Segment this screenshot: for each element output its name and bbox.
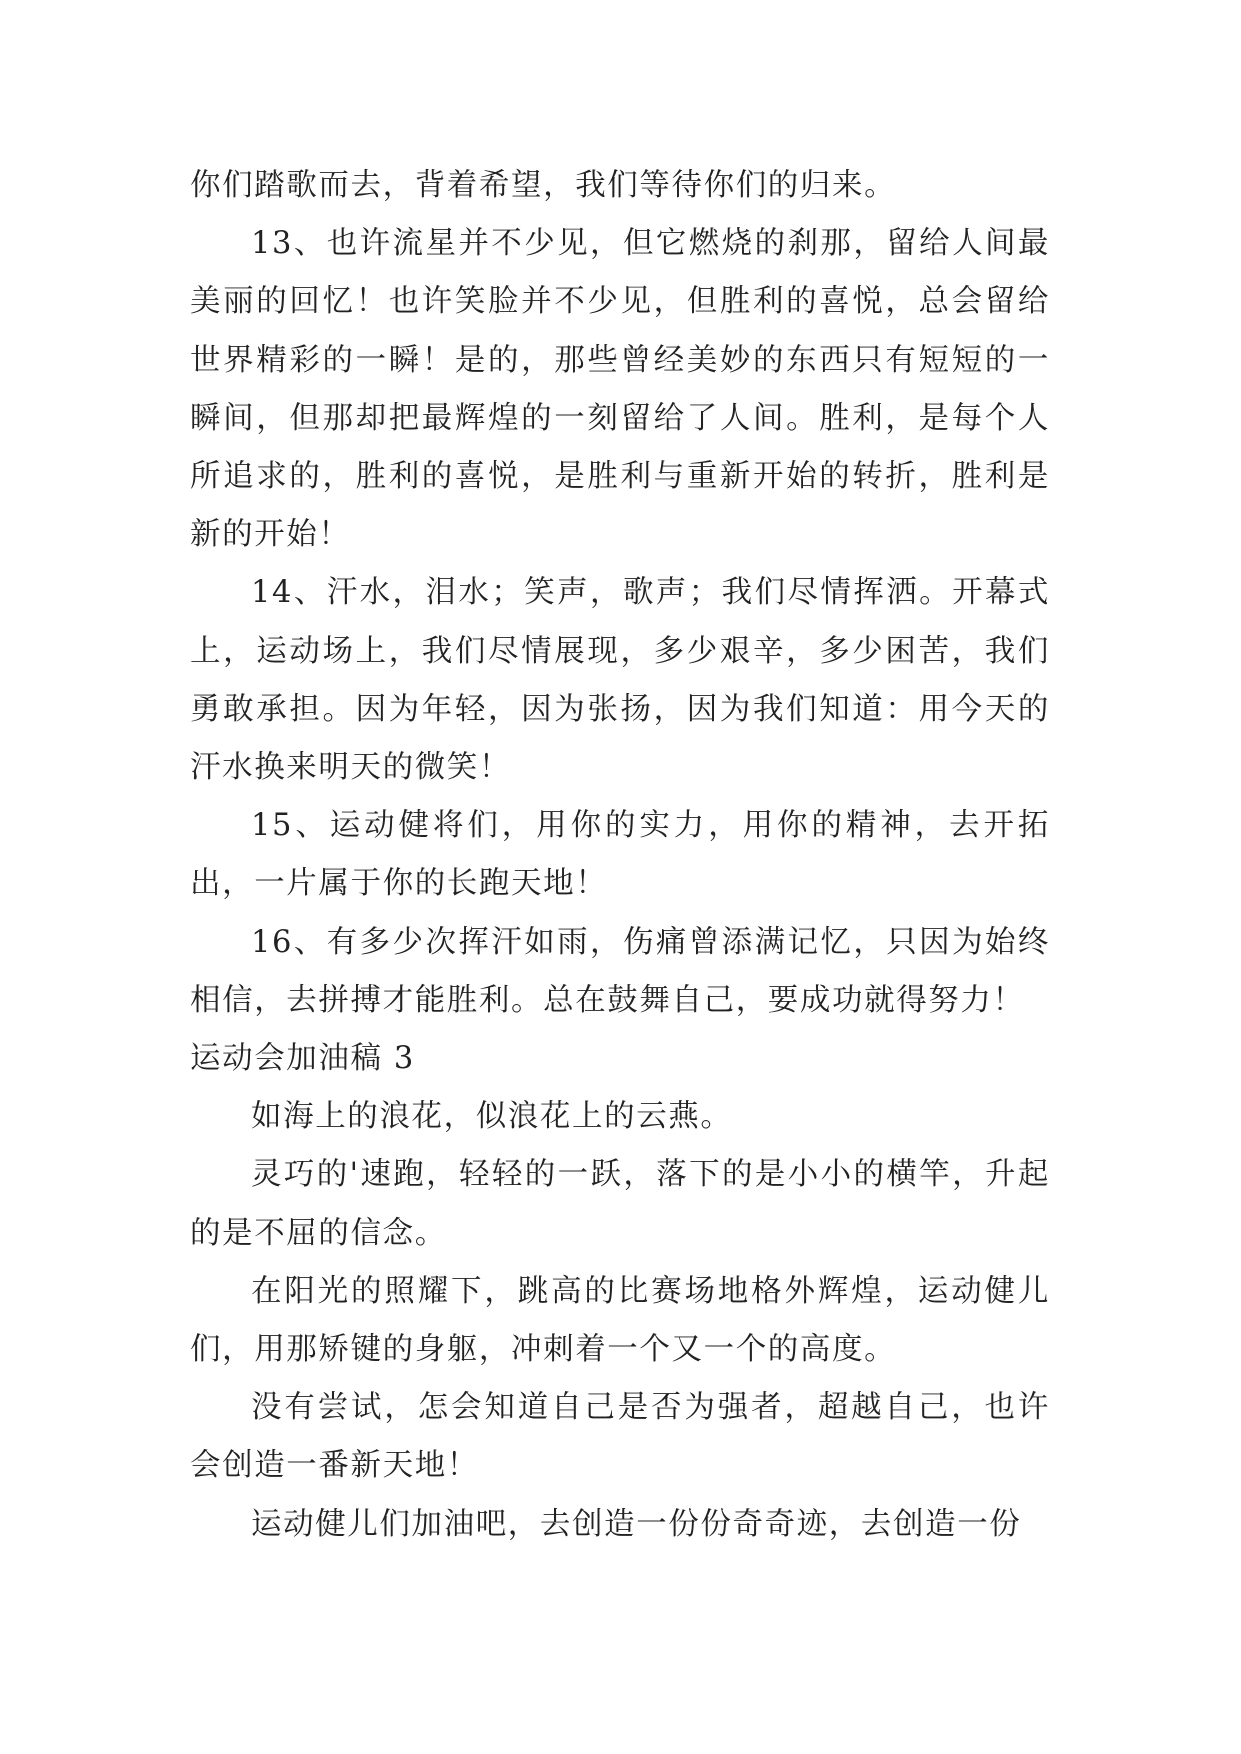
paragraph: 如海上的浪花，似浪花上的云燕。	[251, 1099, 733, 1135]
document-body	[190, 157, 1050, 1554]
paragraph-item-16: 16、有多少次挥汗如雨，伤痛曾添满记忆，只因为始终相信，去拼搏才能胜利。总在鼓舞自己，要成功就得努力！	[190, 924, 1050, 1018]
paragraph: 运动健儿们加油吧，去创造一份份奇奇迹，去创造一份	[251, 1506, 1022, 1542]
section-heading: 运动会加油稿 3	[190, 1041, 415, 1077]
paragraph: 在阳光的照耀下，跳高的比赛场地格外辉煌，运动健儿们，用那矫键的身躯，冲刺着一个又一个的高度。	[190, 1273, 1050, 1368]
paragraph-item-14: 14、汗水，泪水；笑声，歌声；我们尽情挥洒。开幕式上，运动场上，我们尽情展现，多少艰辛，多少困苦，我们勇敢承担。因为年轻，因为张扬，因为我们知道：用今天的汗水换来明天的微笑！	[190, 575, 1050, 786]
paragraph-item-15: 15、运动健将们，用你的实力，用你的精神，去开拓出，一片属于你的长跑天地！	[190, 808, 1050, 902]
paragraph-item-13: 13、也许流星并不少见，但它燃烧的刹那，留给人间最美丽的回忆！也许笑脸并不少见，但胜利的喜悦，总会留给世界精彩的一瞬！是的，那些曾经美妙的东西只有短短的一瞬间，但那却把最辉煌的一刻留给了人间。胜利，是每个人所追求的，胜利的喜悦，是胜利与重新开始的转折，胜利是新的开始！	[190, 226, 1050, 553]
paragraph: 灵巧的'速跑，轻轻的一跃，落下的是小小的横竿，升起的是不屈的信念。	[190, 1157, 1050, 1251]
paragraph: 没有尝试，怎会知道自己是否为强者，超越自己，也许会创造一番新天地！	[190, 1390, 1050, 1484]
paragraph-continuation: 你们踏歌而去，背着希望，我们等待你们的归来。	[190, 168, 897, 203]
